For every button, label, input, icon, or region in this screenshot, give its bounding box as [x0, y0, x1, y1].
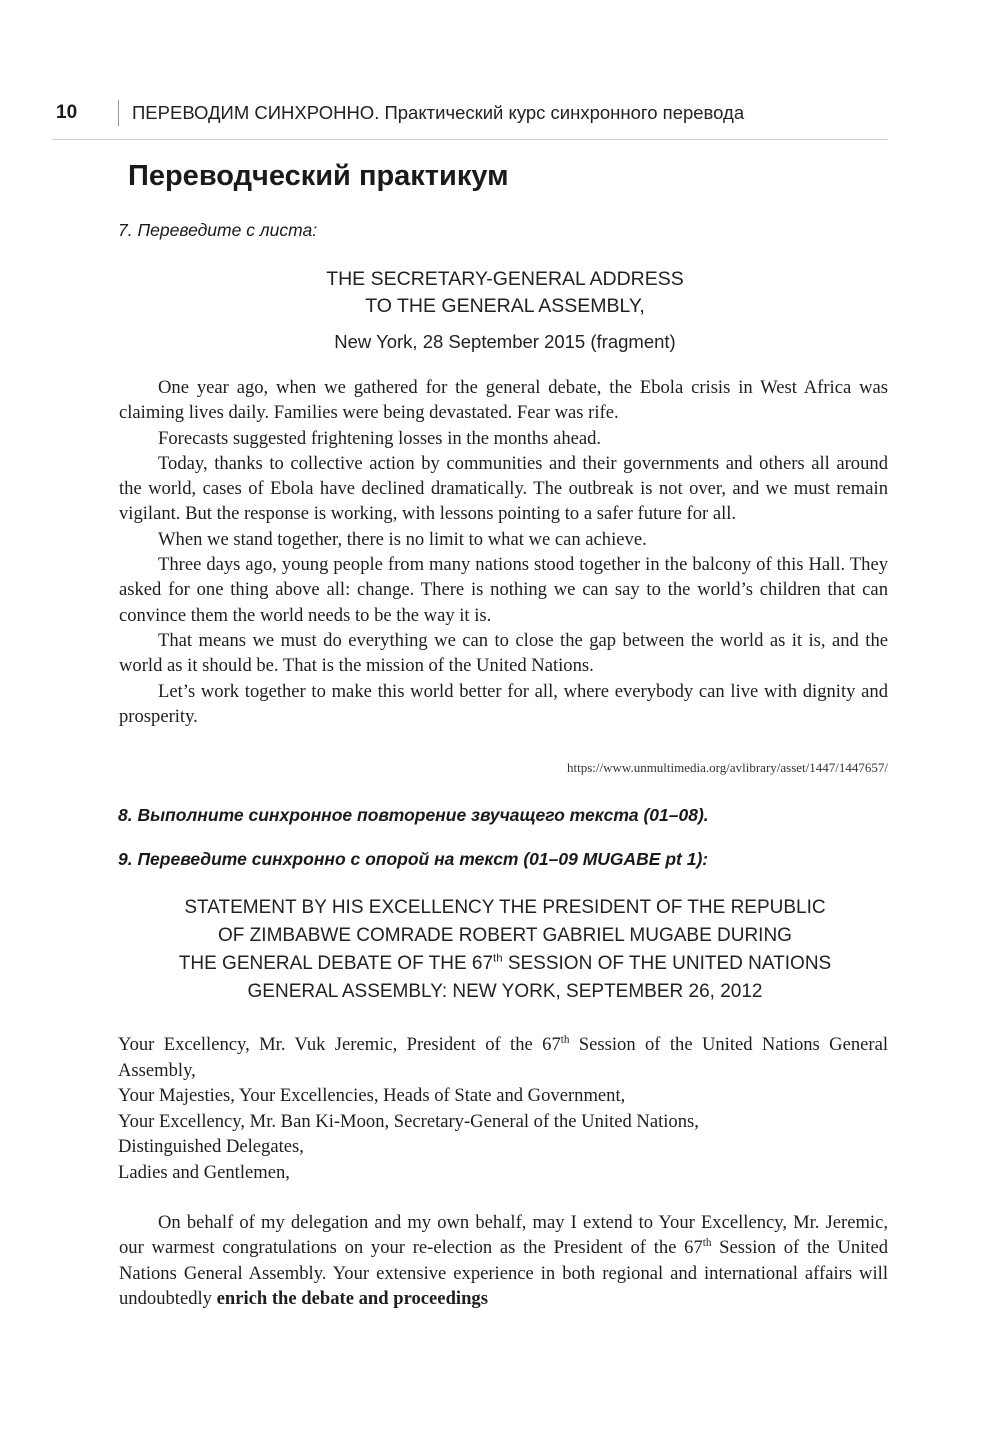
paragraph: One year ago, when we gathered for the general debate, the Ebola crisis in West Africa was claiming lives daily. Families were being devastated. Fear was rife. [119, 377, 888, 424]
header-rule [52, 139, 888, 140]
heading-dateline: New York, 28 September 2015 (fragment) [334, 331, 676, 352]
task-8-label: 8. Выполните синхронное повторение звучащего текста (01–08). [118, 805, 709, 825]
paragraph: Three days ago, young people from many nations stood together in the balcony of this Hall. They asked for one thing above all: change. There is nothing we can say to the world’s children that can convince them the world needs to be the way it is. [119, 554, 888, 626]
task-9-text [119, 1210, 888, 1311]
heading-line: STATEMENT BY HIS EXCELLENCY THE PRESIDENT OF THE REPUBLIC [184, 897, 826, 918]
paragraph: Let’s work together to make this world better for all, where everybody can live with dignity and prosperity. [119, 680, 888, 727]
task-7-label: 7. Переведите с листа: [118, 220, 318, 240]
salutation-line: Ladies and Gentlemen, [118, 1161, 290, 1183]
heading-line: OF ZIMBABWE COMRADE ROBERT GABRIEL MUGABE DURING [218, 925, 792, 946]
heading-line: GENERAL ASSEMBLY: NEW YORK, SEPTEMBER 26, 2012 [247, 981, 763, 1002]
source-url: https://www.unmultimedia.org/avlibrary/asset/1447/1447657/ [567, 760, 888, 775]
paragraph: Today, thanks to collective action by communities and their governments and others all around the world, cases of Ebola have declined dramatically. The outbreak is not over, and we must remain vigilant. But the response is working, with lessons pointing to a safer future for all. [119, 452, 888, 525]
salutation-line: Your Excellency, Mr. Ban Ki-Moon, Secretary-General of the United Nations, [118, 1110, 699, 1132]
paragraph: Forecasts suggested frightening losses in the months ahead. [158, 427, 602, 449]
paragraph: On behalf of my delegation and my own behalf, may I extend to Your Excellency, Mr. Jeremic, our warmest congratulations on your re-election as the President of the 67th Session of the United Nations General Assembly. Your extensive experience in both regional and international affairs will undoubtedly enrich the debate and proceedings [119, 1212, 888, 1309]
heading-line: TO THE GENERAL ASSEMBLY, [365, 295, 645, 317]
heading-line: THE GENERAL DEBATE OF THE 67th SESSION OF THE UNITED NATIONS [178, 952, 832, 974]
section-title: Переводческий практикум [128, 160, 509, 192]
salutation-line: Your Excellency, Mr. Vuk Jeremic, President of the 67th Session of the United Nations General Assembly, [118, 1033, 888, 1081]
paragraph: When we stand together, there is no limit to what we can achieve. [158, 528, 647, 550]
task-7-heading [110, 266, 900, 355]
page-number: 10 [56, 102, 78, 123]
task-7-text [119, 375, 888, 729]
running-title: ПЕРЕВОДИМ СИНХРОННО. Практический курс синхронного перевода [132, 102, 745, 123]
bold-phrase: enrich the debate and proceedings [216, 1287, 488, 1309]
salutation-line: Your Majesties, Your Excellencies, Heads of State and Government, [118, 1085, 626, 1106]
heading-line: THE SECRETARY-GENERAL ADDRESS [326, 268, 684, 290]
paragraph: That means we must do everything we can to close the gap between the world as it is, and the world as it should be. That is the mission of the United Nations. [119, 629, 888, 677]
task-9-heading [110, 894, 900, 1006]
running-header [56, 100, 896, 130]
salutation-block [118, 1032, 888, 1185]
salutation-line: Distinguished Delegates, [118, 1136, 304, 1157]
task-9-label: 9. Переведите синхронно с опорой на текст (01–09 MUGABE pt 1): [118, 849, 709, 869]
header-separator [118, 100, 119, 126]
